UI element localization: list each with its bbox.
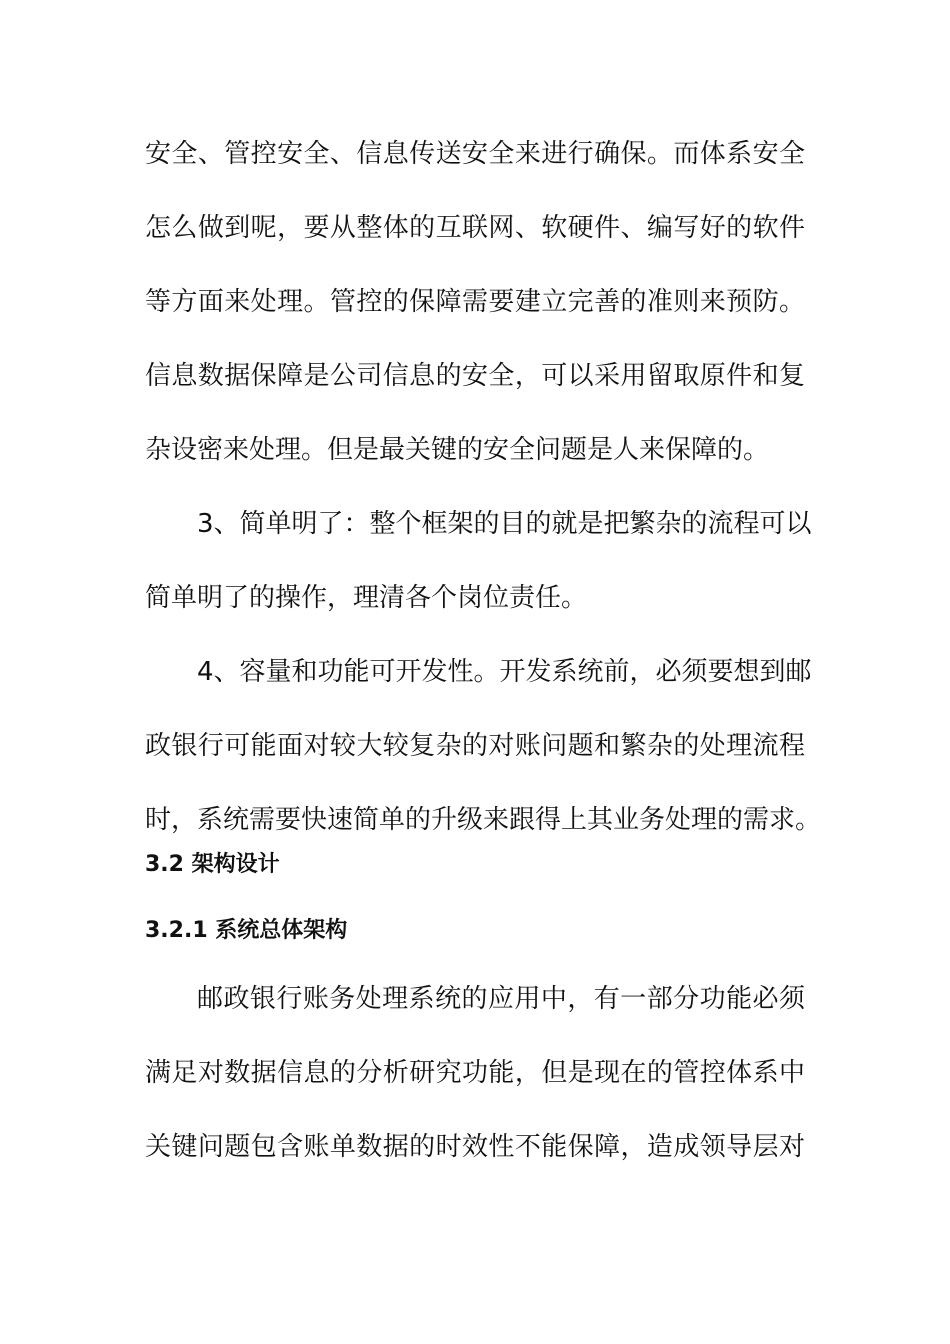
paragraph-1-line-4: 信息数据保障是公司信息的安全，可以采用留取原件和复 (145, 361, 805, 391)
paragraph-4-line-3: 关键问题包含账单数据的时效性不能保障，造成领导层对 (145, 1132, 805, 1162)
paragraph-4-line-2: 满足对数据信息的分析研究功能，但是现在的管控体系中 (145, 1058, 805, 1088)
paragraph-1-line-1: 安全、管控安全、信息传送安全来进行确保。而体系安全 (145, 139, 805, 169)
paragraph-4-line-1: 邮政银行账务处理系统的应用中，有一部分功能必须 (197, 984, 805, 1014)
paragraph-1-line-2: 怎么做到呢，要从整体的互联网、软硬件、编写好的软件 (145, 213, 805, 243)
paragraph-3-line-1: 4、容量和功能可开发性。开发系统前，必须要想到邮 (197, 657, 812, 687)
paragraph-3-line-3: 时，系统需要快速简单的升级来跟得上其业务处理的需求。 (145, 805, 822, 835)
subsection-heading: 3.2.1 系统总体架构 (145, 918, 348, 943)
paragraph-2-line-2: 简单明了的操作，理清各个岗位责任。 (145, 583, 588, 613)
paragraph-3-line-2: 政银行可能面对较大较复杂的对账问题和繁杂的处理流程 (145, 731, 805, 761)
paragraph-1-line-3: 等方面来处理。管控的保障需要建立完善的准则来预防。 (145, 287, 805, 317)
section-heading: 3.2 架构设计 (145, 852, 280, 877)
paragraph-1-line-5: 杂设密来处理。但是最关键的安全问题是人来保障的。 (145, 435, 770, 465)
paragraph-2-line-1: 3、简单明了：整个框架的目的就是把繁杂的流程可以 (197, 509, 812, 539)
